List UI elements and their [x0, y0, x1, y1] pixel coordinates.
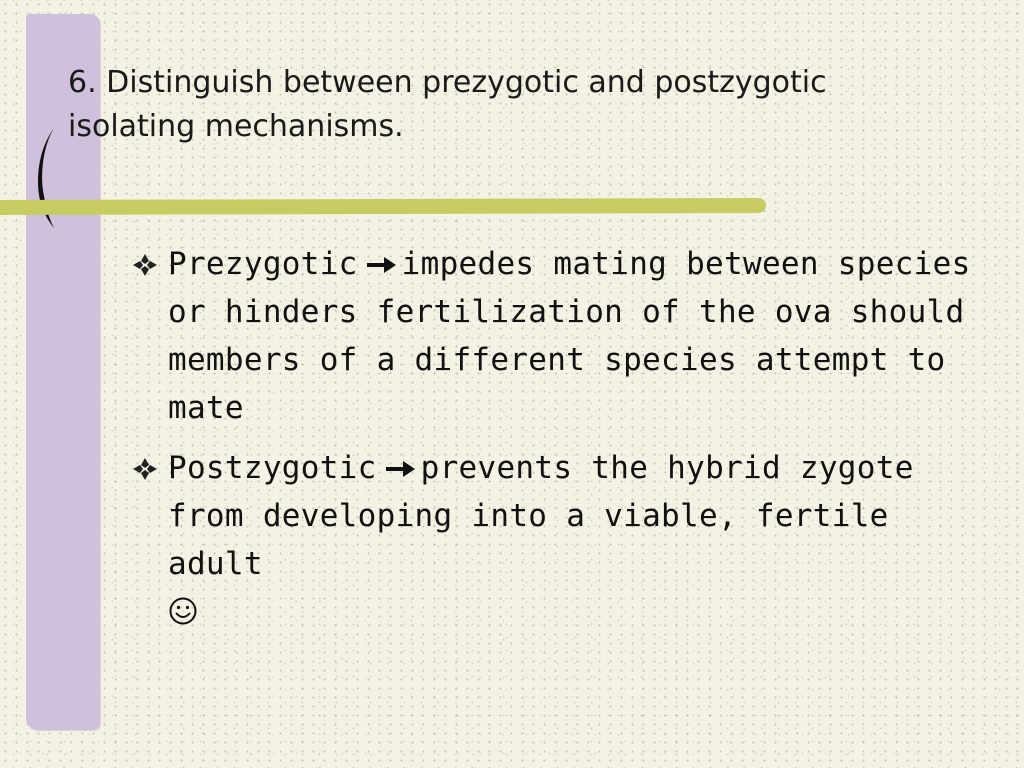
bullet-text: prevents the hybrid zygote from developing into a viable, fertile adult — [168, 450, 914, 582]
right-arrow-icon — [364, 254, 398, 276]
bullet-term: Prezygotic — [168, 246, 358, 282]
diamond-bullet-icon — [130, 457, 160, 481]
bullet-term: Postzygotic — [168, 450, 377, 486]
bullet-list — [130, 240, 980, 648]
divider-line — [0, 198, 766, 215]
smiley-icon — [168, 596, 198, 626]
title-line-2: isolating mechanisms. — [68, 109, 404, 144]
list-item-postzygotic — [130, 444, 980, 636]
diamond-bullet-icon — [130, 253, 160, 277]
right-arrow-icon — [383, 458, 417, 480]
bullet-text: impedes mating between species or hinders fertilization of the ova should members of a different species attempt to mate — [168, 246, 971, 426]
list-item-prezygotic — [130, 240, 980, 432]
title-line-1: 6. Distinguish between prezygotic and postzygotic — [68, 65, 827, 100]
slide-title — [68, 61, 968, 149]
